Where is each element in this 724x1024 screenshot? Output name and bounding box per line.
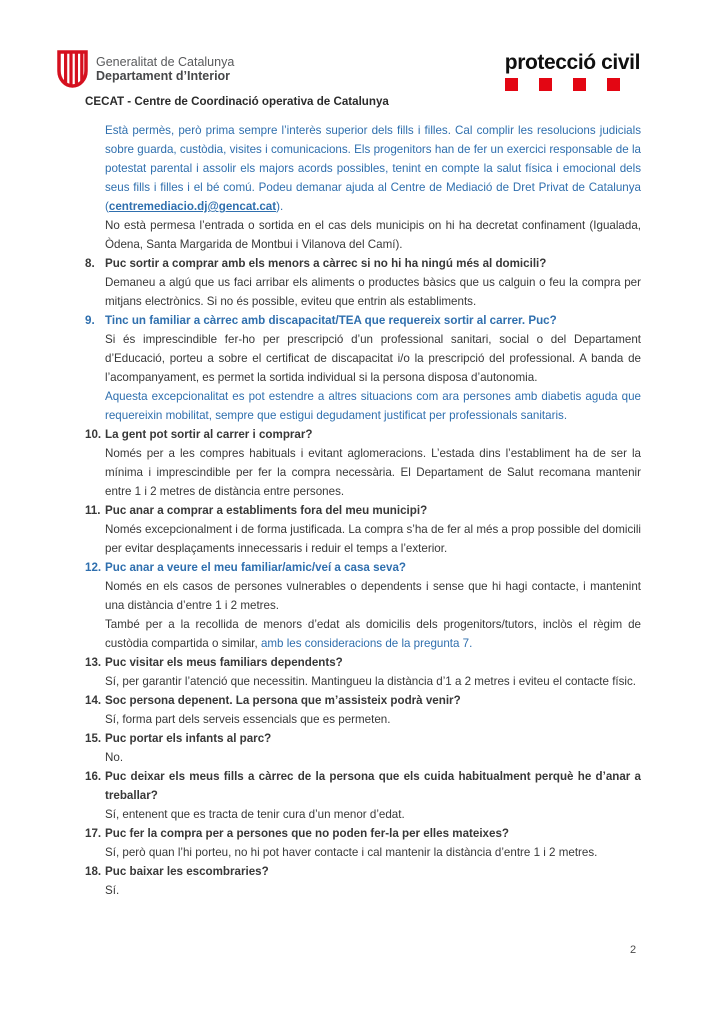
proteccio-civil-logo [505, 50, 640, 91]
text-segment: ). [276, 200, 284, 213]
faq-entry-body [105, 691, 641, 729]
text-segment: Sí, per garantir l’atenció que necessitin. Mantingueu la distància d’1 a 2 metres i eviteu el contacte físic. [105, 675, 637, 688]
faq-number: 16. [85, 770, 102, 783]
faq-answer [105, 672, 641, 691]
faq-entry-body [105, 862, 641, 900]
faq-answer [105, 881, 641, 900]
page-number: 2 [630, 944, 637, 956]
faq-question: Puc visitar els meus familiars dependents? [105, 656, 343, 669]
text-segment: Si és imprescindible fer-ho per prescripció d’un professional sanitari, social o del Departament d’Educació, porteu a sobre el certificat de discapacitat i/o la prescripció del professional. A banda de l’acompanyament, es permet la sortida individual si la persona disposa d’autonomia. [105, 333, 641, 384]
intro-paragraph [105, 121, 641, 216]
faq-number: 9. [85, 314, 95, 327]
generalitat-logo [57, 50, 234, 93]
faq-number: 8. [85, 257, 95, 270]
faq-question: Puc portar els infants al parc? [105, 732, 272, 745]
faq-item [85, 254, 641, 311]
faq-number: 15. [85, 732, 102, 745]
faq-number: 13. [85, 656, 102, 669]
faq-answer [105, 748, 641, 767]
email-link[interactable]: centremediacio.dj@gencat.cat [108, 200, 277, 213]
org-name-line1: Generalitat de Catalunya [96, 55, 235, 69]
faq-question: Puc deixar els meus fills a càrrec de la persona que els cuida habitualment perquè he d’anar a treballar? [105, 770, 641, 802]
faq-answer [105, 710, 641, 729]
text-segment: Demaneu a algú que us faci arribar els aliments o productes bàsics que us calguin o feu la compra per mitjans electrònics. Si no és possible, eviteu que entrin als establiments. [105, 276, 641, 308]
faq-answer [105, 843, 641, 862]
four-red-squares-icon [505, 78, 640, 91]
red-square-icon [505, 78, 518, 91]
red-square-icon [539, 78, 552, 91]
red-square-icon [607, 78, 620, 91]
text-segment: Només per a les compres habituals i evitant aglomeracions. L’estada dins l’establiment ha de ser la mínima i imprescindible per fer la compra necessària. El Departament de Salut recomana mantenir entre 1 i 2 metres de distància entre persones. [105, 447, 641, 498]
cecat-subtitle: CECAT - Centre de Coordinació operativa de Catalunya [85, 95, 389, 108]
text-segment: Sí, entenent que es tracta de tenir cura d’un menor d’edat. [105, 808, 405, 821]
faq-item [85, 767, 641, 824]
faq-number: 12. [85, 561, 102, 574]
faq-number: 14. [85, 694, 102, 707]
faq-entry-body [105, 558, 641, 653]
faq-item [85, 653, 641, 691]
page-header [57, 50, 640, 93]
text-segment: amb les consideracions de la pregunta 7. [260, 637, 473, 650]
text-segment: Només en els casos de persones vulnerables o dependents i sense que hi hagi contacte, i mantenint una distància d’entre 1 i 2 metres. [105, 580, 641, 612]
faq-entry-body [105, 729, 641, 767]
text-segment: Està permès, però prima sempre l’interès superior dels fills i filles. Cal complir les resolucions judicials sobre guarda, custòdia, visites i comunicacions. Els progenitors han de fer un exercici responsable de la potestat parental i assolir els majors acords possibles, tenint en compte la salut física i emocional dels seus fills i filles i el bé comú. Podeu demanar ajuda al Centre de Mediació de Dret Privat de Catalunya ( [105, 124, 641, 213]
faq-item [85, 311, 641, 425]
faq-number: 10. [85, 428, 102, 441]
text-segment: Sí. [105, 884, 120, 897]
text-segment: No està permesa l’entrada o sortida en el cas dels municipis on hi ha decretat confinament (Igualada, Òdena, Santa Margarida de Montbui i Vilanova del Camí). [105, 219, 641, 251]
faq-entry-body [105, 254, 641, 311]
faq-entry-body [105, 311, 641, 425]
faq-answer [105, 330, 641, 387]
faq-entry-body [105, 824, 641, 862]
generalitat-shield-icon [57, 50, 88, 93]
proteccio-civil-title: protecció civil [504, 51, 640, 74]
org-name-line2: Departament d’Interior [96, 69, 231, 83]
text-segment: No. [105, 751, 124, 764]
faq-question: Puc anar a comprar a establiments fora del meu municipi? [105, 504, 428, 517]
faq-number: 11. [85, 504, 101, 517]
faq-answer [105, 615, 641, 653]
faq-item [85, 425, 641, 501]
faq-question: Puc fer la compra per a persones que no poden fer-la per elles mateixes? [105, 827, 509, 840]
faq-answer [105, 444, 641, 501]
text-segment: Sí, però quan l’hi porteu, no hi pot haver contacte i cal mantenir la distància d’entre 1 i 2 metres. [105, 846, 598, 859]
intro-section [85, 121, 641, 254]
faq-answer [105, 273, 641, 311]
faq-question: Puc anar a veure el meu familiar/amic/veí a casa seva? [105, 561, 406, 574]
faq-question: Puc baixar les escombraries? [105, 865, 269, 878]
faq-entry-body [105, 653, 641, 691]
faq-item [85, 558, 641, 653]
text-segment: Sí, forma part dels serveis essencials que es permeten. [105, 713, 391, 726]
intro-paragraph [105, 216, 641, 254]
red-square-icon [573, 78, 586, 91]
faq-answer [105, 387, 641, 425]
text-segment: També per a la recollida de menors d’edat als domicilis dels progenitors/tutors, inclòs el règim de custòdia compartida o similar, [105, 618, 641, 650]
faq-item [85, 501, 641, 558]
faq-answer [105, 577, 641, 615]
faq-answer [105, 520, 641, 558]
faq-question: Tinc un familiar a càrrec amb discapacitat/TEA que requereix sortir al carrer. Puc? [105, 314, 557, 327]
faq-entry-body [105, 425, 641, 501]
faq-item [85, 824, 641, 862]
faq-item [85, 729, 641, 767]
faq-entry-body [105, 501, 641, 558]
faq-list [85, 254, 641, 900]
document-body [85, 121, 641, 900]
faq-number: 18. [85, 865, 102, 878]
faq-number: 17. [85, 827, 102, 840]
text-segment: Només excepcionalment i de forma justificada. La compra s’ha de fer al més a prop possible del domicili per evitar desplaçaments innecessaris i reduir el temps a l’exterior. [105, 523, 641, 555]
text-segment: Aquesta excepcionalitat es pot estendre a altres situacions com ara persones amb diabetis aguda que requereixin mobilitat, sempre que estigui degudament justificat per professionals sanitaris. [105, 390, 641, 422]
faq-item [85, 862, 641, 900]
faq-entry-body [105, 767, 641, 824]
faq-answer [105, 805, 641, 824]
faq-item [85, 691, 641, 729]
org-name-block [96, 50, 234, 84]
faq-question: La gent pot sortir al carrer i comprar? [105, 428, 313, 441]
faq-question: Soc persona depenent. La persona que m’assisteix podrà venir? [105, 694, 461, 707]
faq-question: Puc sortir a comprar amb els menors a càrrec si no hi ha ningú més al domicili? [105, 257, 547, 270]
